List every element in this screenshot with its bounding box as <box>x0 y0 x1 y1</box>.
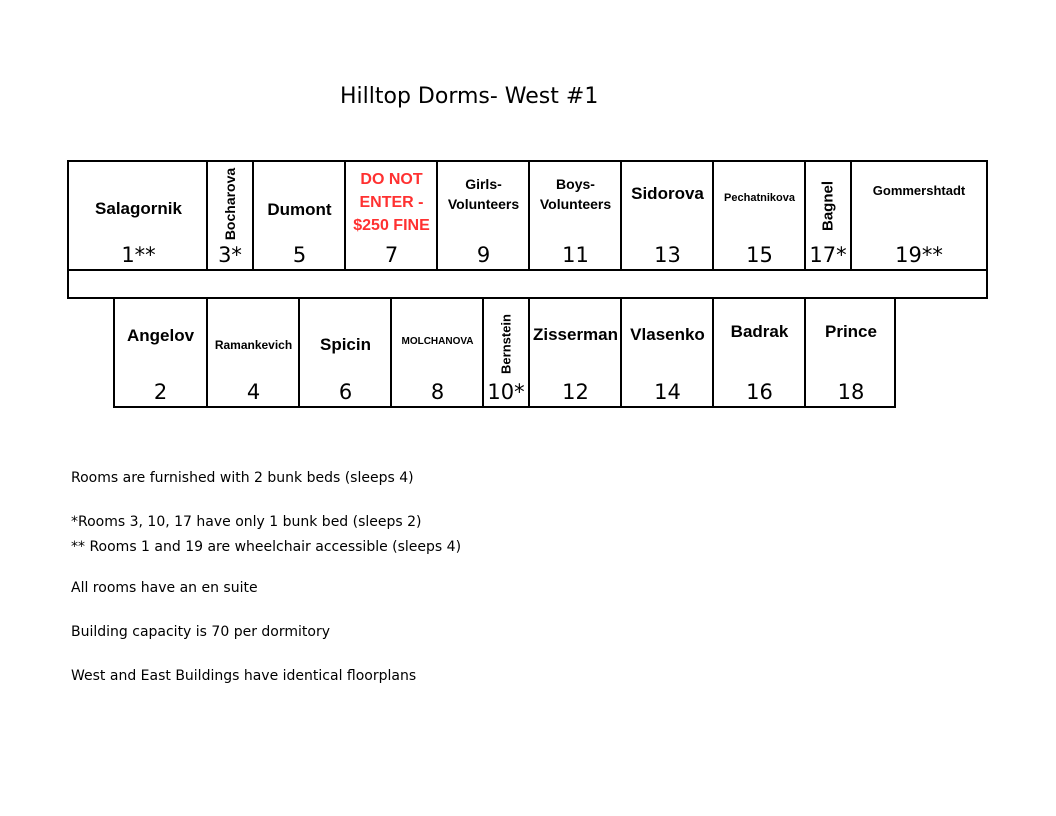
room-9 <box>438 162 529 269</box>
room-5 <box>254 162 345 269</box>
room-number: 7 <box>384 243 399 267</box>
room-occupant: Girls- Volunteers <box>447 176 520 212</box>
room-number: 11 <box>562 243 589 267</box>
room-8 <box>392 297 483 406</box>
room-occupant: Spicin <box>319 335 371 354</box>
note-furnishing: Rooms are furnished with 2 bunk beds (sleeps 4) <box>71 470 414 486</box>
room-occupant: Dumont <box>267 200 332 219</box>
room-occupant: MOLCHANOVA <box>401 336 474 347</box>
top-room-row <box>67 160 988 271</box>
room-number: 2 <box>153 380 168 404</box>
room-occupant: Salagornik <box>95 199 182 218</box>
note-single-bunk: *Rooms 3, 10, 17 have only 1 bunk bed (sleeps 2) <box>71 514 422 530</box>
room-occupant: Prince <box>825 322 877 341</box>
room-2 <box>115 297 206 406</box>
room-number: 17* <box>809 243 847 267</box>
room-12 <box>530 297 621 406</box>
room-number: 12 <box>562 380 589 404</box>
room-number: 3* <box>218 243 242 267</box>
room-1 <box>69 162 208 269</box>
room-14 <box>622 297 713 406</box>
room-6 <box>300 297 391 406</box>
bottom-room-row <box>113 297 896 408</box>
room-19 <box>852 162 986 269</box>
room-occupant: Bernstein <box>498 314 514 374</box>
room-number: 19** <box>895 243 943 267</box>
note-accessible: ** Rooms 1 and 19 are wheelchair accessible (sleeps 4) <box>71 539 462 555</box>
room-number: 6 <box>338 380 353 404</box>
room-occupant: Vlasenko <box>630 325 705 344</box>
room-occupant: Sidorova <box>631 184 704 203</box>
room-occupant: Angelov <box>126 326 195 345</box>
room-17 <box>806 162 850 269</box>
room-15 <box>714 162 805 269</box>
room-occupant: Badrak <box>730 322 789 341</box>
room-number: 1** <box>121 243 156 267</box>
room-10 <box>484 297 528 406</box>
room-3 <box>208 162 252 269</box>
room-number: 16 <box>746 380 773 404</box>
room-11 <box>530 162 621 269</box>
no-entry-warning: DO NOT ENTER - $250 FINE <box>353 171 430 234</box>
room-number: 4 <box>246 380 261 404</box>
room-occupant: Bocharova <box>222 167 238 241</box>
note-capacity: Building capacity is 70 per dormitory <box>71 624 330 640</box>
room-number: 10* <box>487 380 525 404</box>
page-title: Hilltop Dorms- West #1 <box>340 84 599 109</box>
room-number: 18 <box>837 380 865 404</box>
room-13 <box>622 162 713 269</box>
room-occupant: Boys- Volunteers <box>539 176 612 212</box>
room-number: 9 <box>476 243 491 267</box>
room-16 <box>714 297 805 406</box>
room-18 <box>806 297 896 406</box>
room-number: 5 <box>292 243 307 267</box>
room-number: 13 <box>654 243 681 267</box>
room-occupant: Bagnel <box>819 180 837 232</box>
note-floorplans: West and East Buildings have identical floorplans <box>71 668 417 684</box>
room-number: 15 <box>746 243 773 267</box>
room-occupant: Pechatnikova <box>724 192 795 204</box>
note-en-suite: All rooms have an en suite <box>71 580 258 596</box>
room-occupant: Zisserman <box>532 325 619 344</box>
room-4 <box>208 297 299 406</box>
room-number: 14 <box>654 380 681 404</box>
hallway <box>67 269 988 299</box>
room-number: 8 <box>430 380 445 404</box>
room-7 <box>346 162 437 269</box>
room-occupant: Ramankevich <box>214 338 293 352</box>
room-occupant: Gommershtadt <box>872 183 966 198</box>
